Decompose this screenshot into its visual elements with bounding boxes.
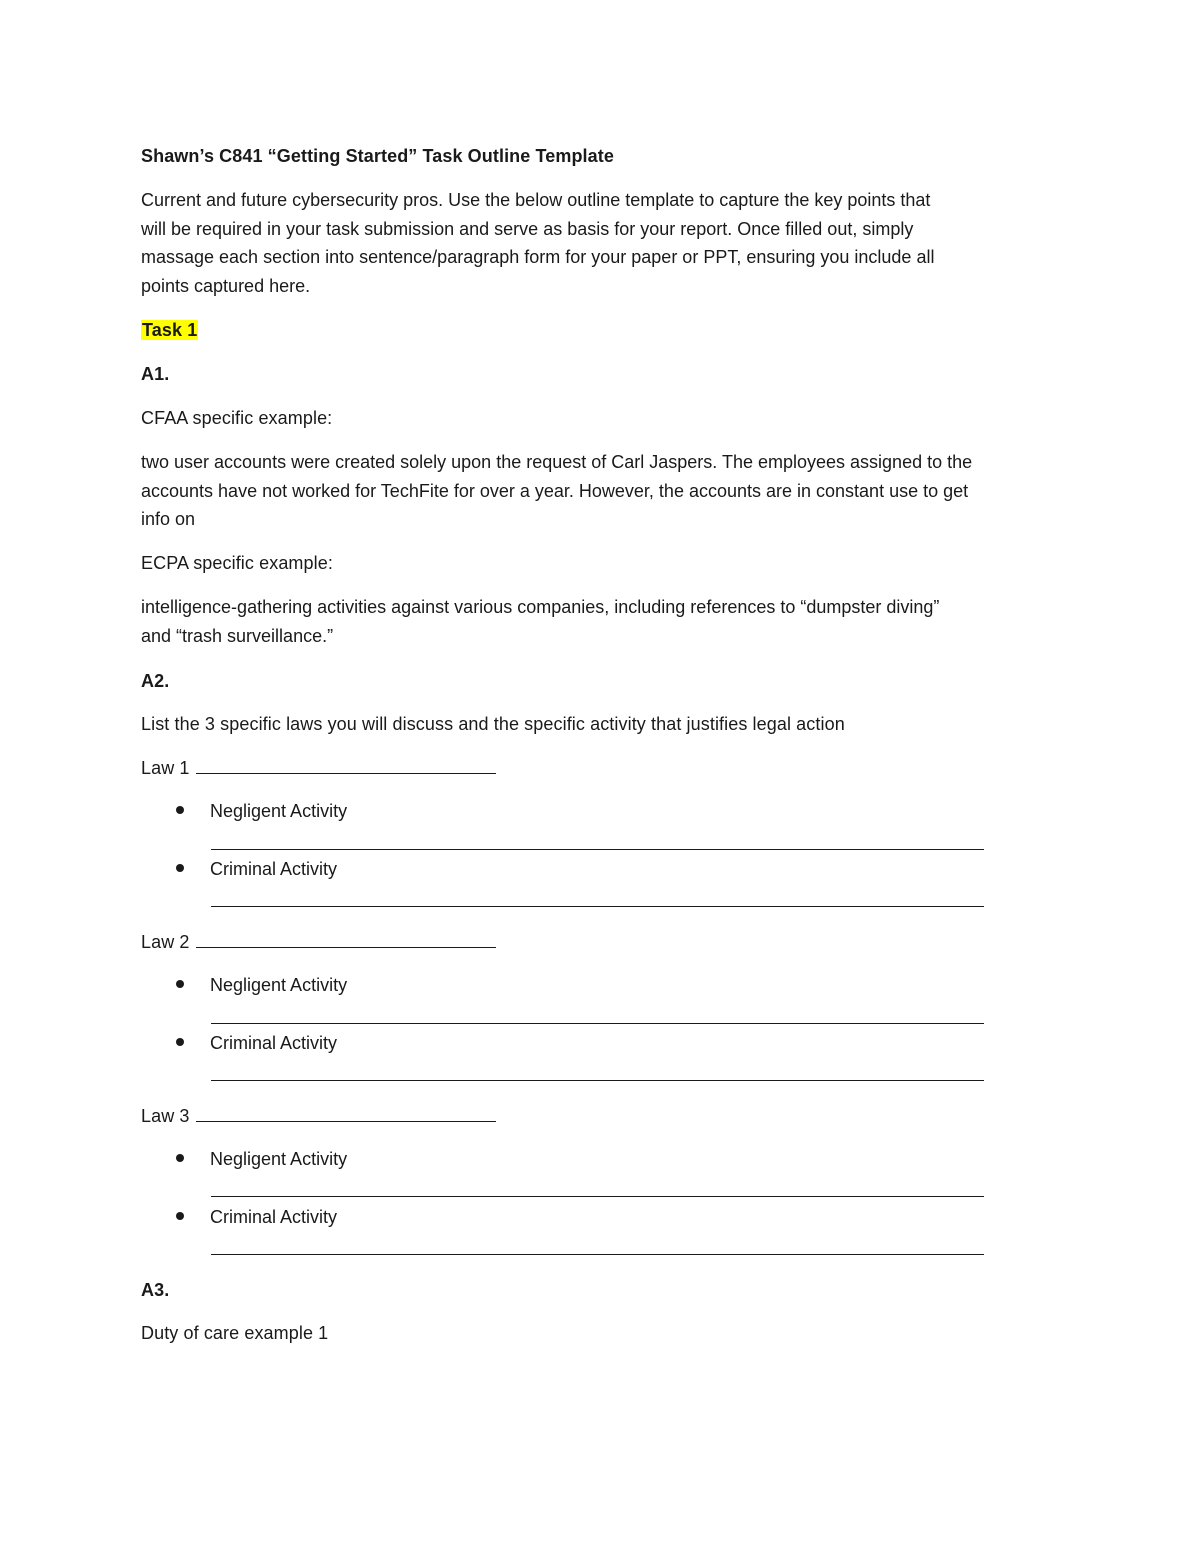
intro-line: massage each section into sentence/paragraph form for your paper or PPT, ensuring you include all xyxy=(141,247,935,267)
ecpa-line: and “trash surveillance.” xyxy=(141,625,334,646)
a1-heading: A1. xyxy=(141,364,170,384)
law-2-criminal-item xyxy=(176,1029,337,1057)
answer-line xyxy=(211,1080,984,1081)
intro-line: Current and future cybersecurity pros. Use the below outline template to capture the key points that xyxy=(141,190,931,210)
law-label: Law 2 xyxy=(141,932,190,952)
answer-line xyxy=(211,1023,984,1024)
criminal-label: Criminal Activity xyxy=(210,1033,338,1053)
law-name-blank xyxy=(196,754,496,774)
task-heading xyxy=(141,316,198,344)
ecpa-line: intelligence-gathering activities against various companies, including references to “dumpster diving” xyxy=(141,597,940,617)
ecpa-paragraph xyxy=(141,593,1051,650)
law-3-row xyxy=(141,1102,496,1130)
criminal-label: Criminal Activity xyxy=(210,1207,338,1227)
cfaa-paragraph xyxy=(141,448,1051,534)
answer-line xyxy=(211,849,984,850)
law-name-blank xyxy=(196,928,496,948)
law-3-criminal-item xyxy=(176,1203,337,1231)
bullet-icon xyxy=(176,1038,184,1046)
law-1-row xyxy=(141,754,496,782)
law-1-criminal-item xyxy=(176,855,337,883)
cfaa-line: accounts have not worked for TechFite for over a year. However, the accounts are in constant use to get xyxy=(141,480,969,501)
answer-line xyxy=(211,906,984,907)
task-heading-highlight: Task 1 xyxy=(142,320,198,340)
bullet-icon xyxy=(176,864,184,872)
negligent-label: Negligent Activity xyxy=(210,801,348,821)
bullet-icon xyxy=(176,1154,184,1162)
a2-instruction: List the 3 specific laws you will discuss and the specific activity that justifies legal action xyxy=(141,714,845,734)
law-label: Law 3 xyxy=(141,1106,190,1126)
answer-line xyxy=(211,1196,984,1197)
negligent-label: Negligent Activity xyxy=(210,975,348,995)
intro-line: will be required in your task submission and serve as basis for your report. Once filled out, simply xyxy=(141,218,914,239)
law-2-row xyxy=(141,928,496,956)
cfaa-line: two user accounts were created solely upon the request of Carl Jaspers. The employees assigned to the xyxy=(141,452,973,472)
criminal-label: Criminal Activity xyxy=(210,859,338,879)
bullet-icon xyxy=(176,980,184,988)
duty-of-care-example: Duty of care example 1 xyxy=(141,1323,329,1343)
answer-line xyxy=(211,1254,984,1255)
law-2-negligent-item xyxy=(176,971,347,999)
negligent-label: Negligent Activity xyxy=(210,1149,348,1169)
law-name-blank xyxy=(196,1102,496,1122)
bullet-icon xyxy=(176,1212,184,1220)
a2-heading: A2. xyxy=(141,671,170,691)
law-3-negligent-item xyxy=(176,1145,347,1173)
cfaa-label: CFAA specific example: xyxy=(141,408,333,428)
law-label: Law 1 xyxy=(141,758,190,778)
a3-heading: A3. xyxy=(141,1280,170,1300)
ecpa-label: ECPA specific example: xyxy=(141,553,333,573)
intro-line: points captured here. xyxy=(141,275,311,296)
cfaa-line: info on xyxy=(141,509,196,529)
document-title: Shawn’s C841 “Getting Started” Task Outline Template xyxy=(141,146,614,166)
intro-paragraph xyxy=(141,186,1051,300)
law-1-negligent-item xyxy=(176,797,347,825)
bullet-icon xyxy=(176,806,184,814)
